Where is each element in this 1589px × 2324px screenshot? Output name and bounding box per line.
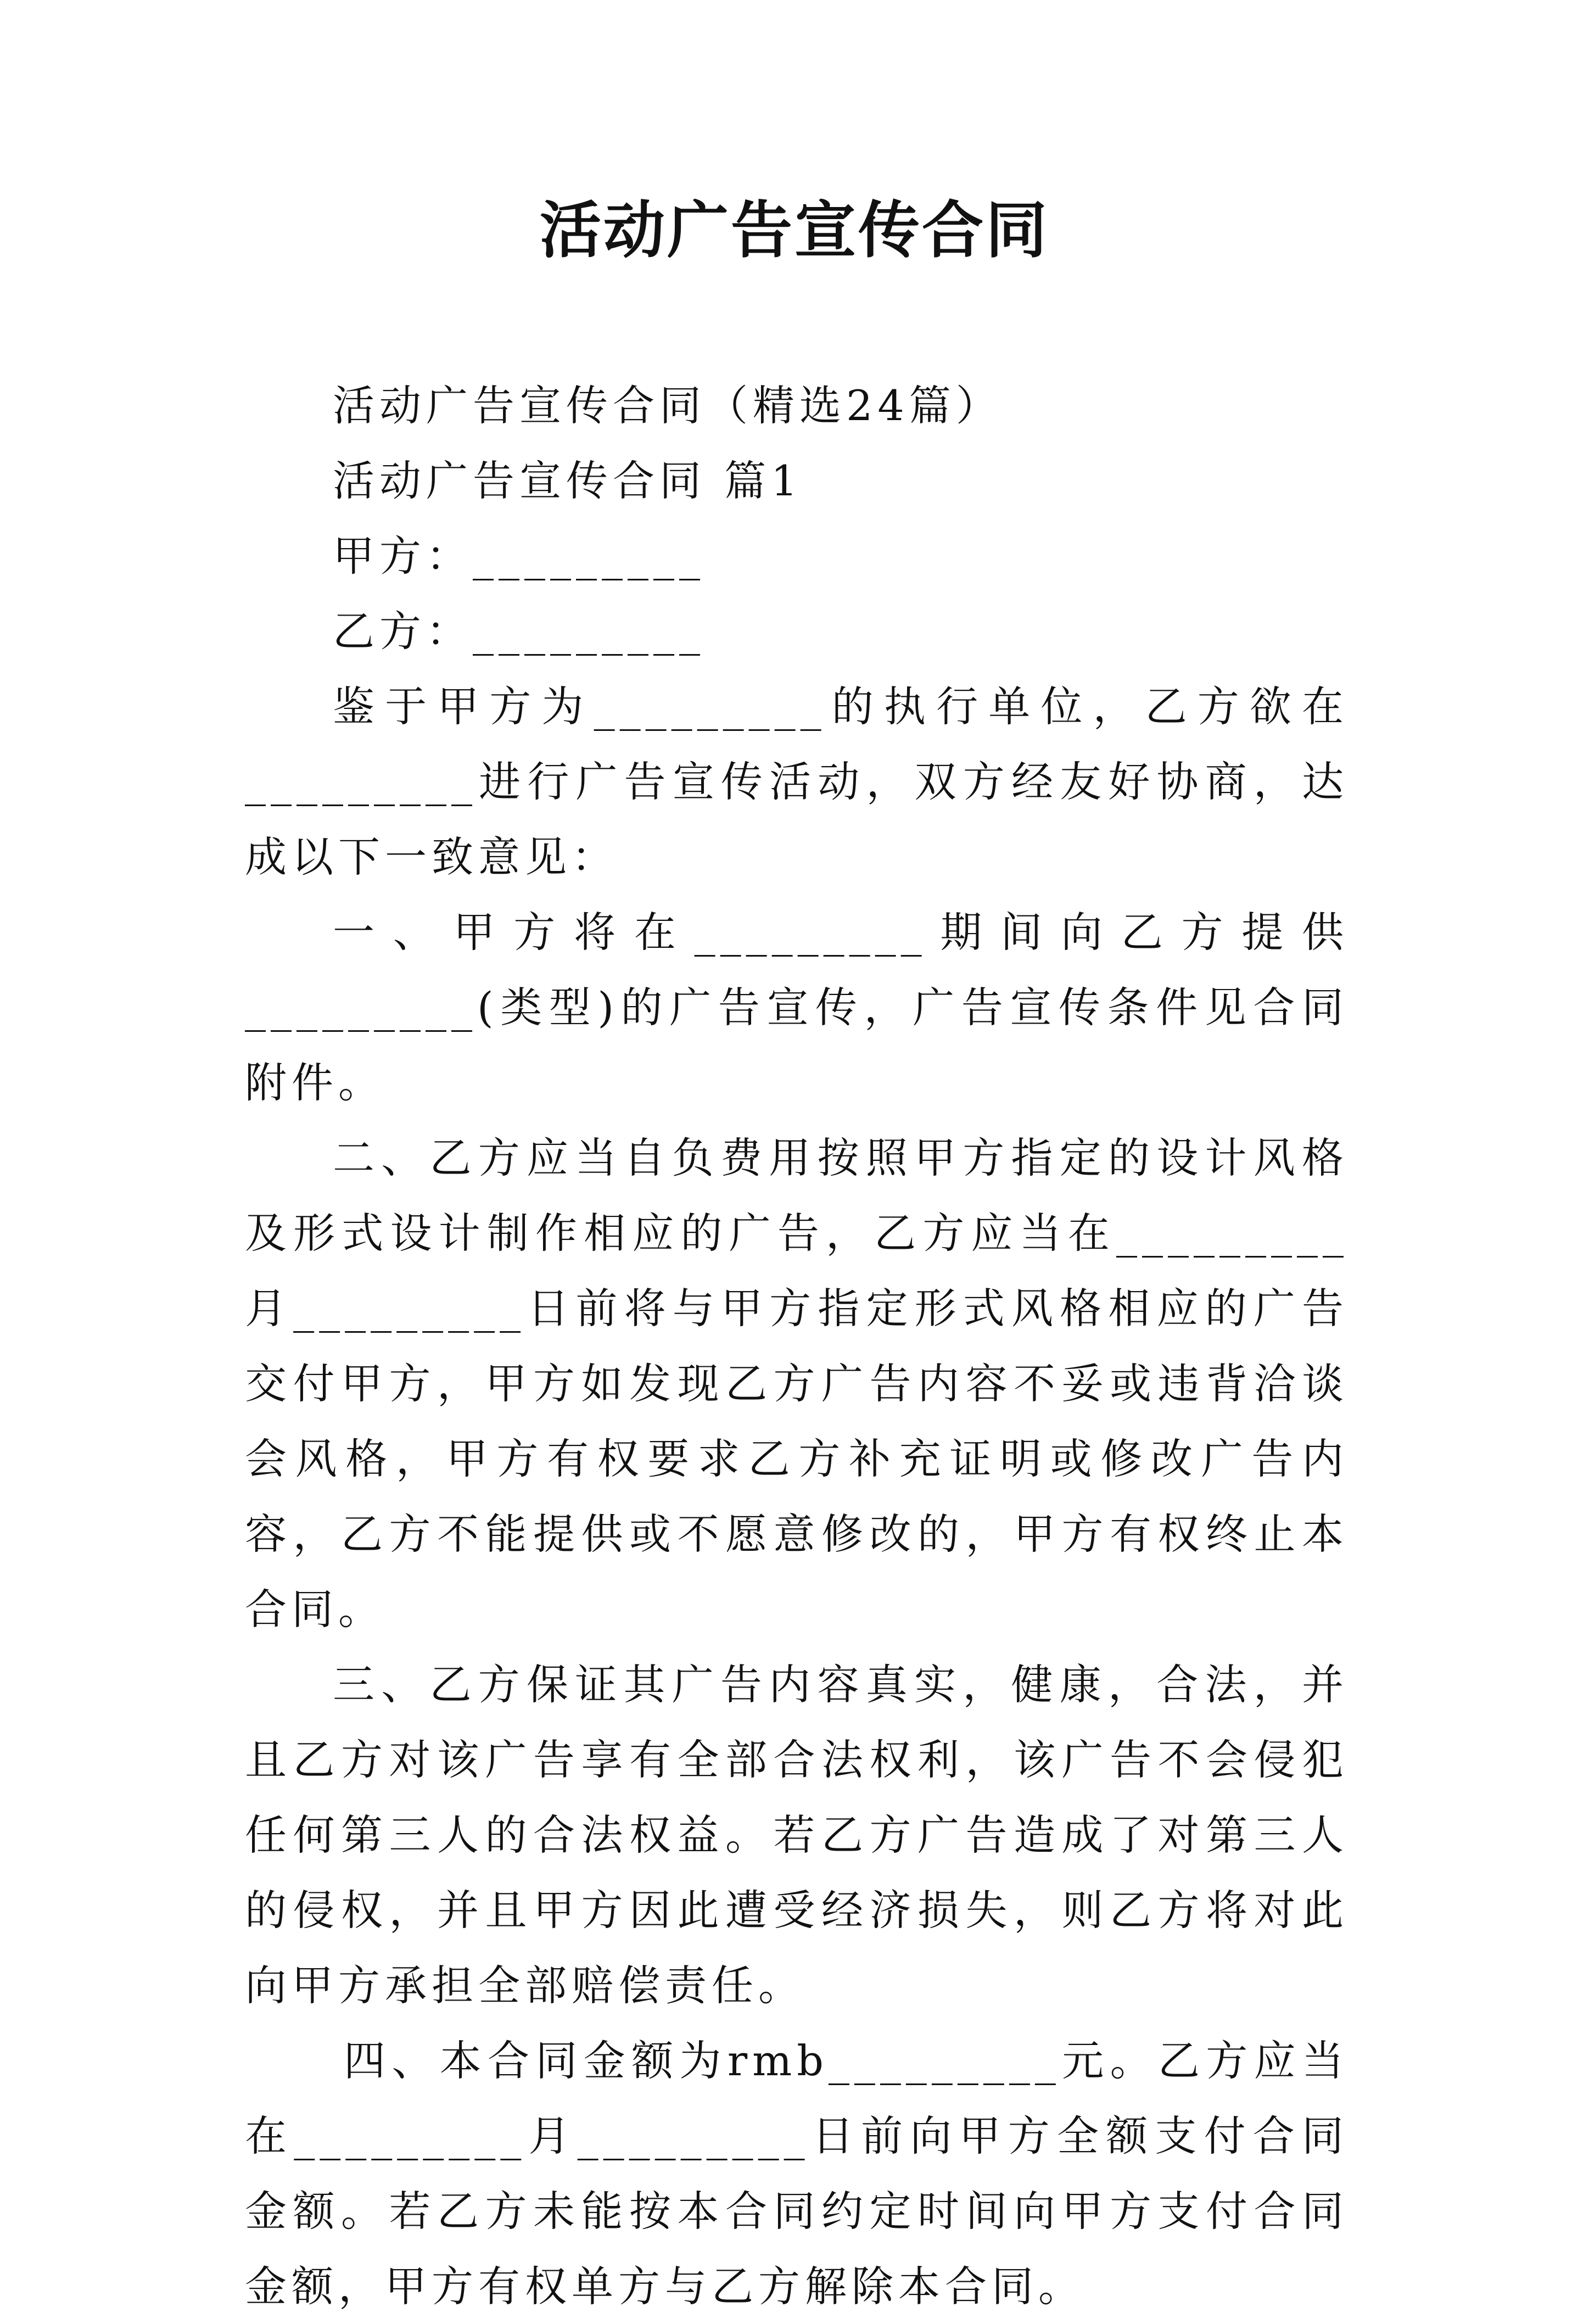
paragraph-preamble: 鉴于甲方为_________的执行单位，乙方欲在_________进行广告宣传活动，双方经友好协商，达成以下一致意见：: [245, 682, 1349, 881]
section-heading: 活动广告宣传合同 篇1: [333, 456, 803, 505]
party-a-line: 甲方：_________: [333, 532, 705, 580]
paragraph-clause-4: 四、本合同金额为rmb_________元。乙方应当在_________月_________日前向甲方全额支付合同金额。若乙方未能按本合同约定时间向甲方支付合同金额，甲方有权单方与乙方解除本合同。: [245, 2036, 1349, 2311]
document-body: [245, 368, 1349, 2324]
document-subtitle: 活动广告宣传合同（精选24篇）: [333, 381, 1003, 430]
paragraph-clause-1: 一、甲方将在_________期间向乙方提供_________(类型)的广告宣传，广告宣传条件见合同附件。: [245, 908, 1349, 1107]
party-b-line: 乙方：_________: [333, 607, 705, 656]
paragraph-clause-3: 三、乙方保证其广告内容真实，健康，合法，并且乙方对该广告享有全部合法权利，该广告不会侵犯任何第三人的合法权益。若乙方广告造成了对第三人的侵权，并且甲方因此遭受经济损失，则乙方将对此向甲方承担全部赔偿责任。: [245, 1660, 1349, 2010]
document-title: 活动广告宣传合同: [540, 194, 1049, 266]
paragraph-clause-2: 二、乙方应当自负费用按照甲方指定的设计风格及形式设计制作相应的广告，乙方应当在_________月_________日前将与甲方指定形式风格相应的广告交付甲方，甲方如发现乙方广告内容不妥或违背洽谈会风格，甲方有权要求乙方补充证明或修改广告内容，乙方不能提供或不愿意修改的，甲方有权终止本合同。: [245, 1133, 1349, 1634]
